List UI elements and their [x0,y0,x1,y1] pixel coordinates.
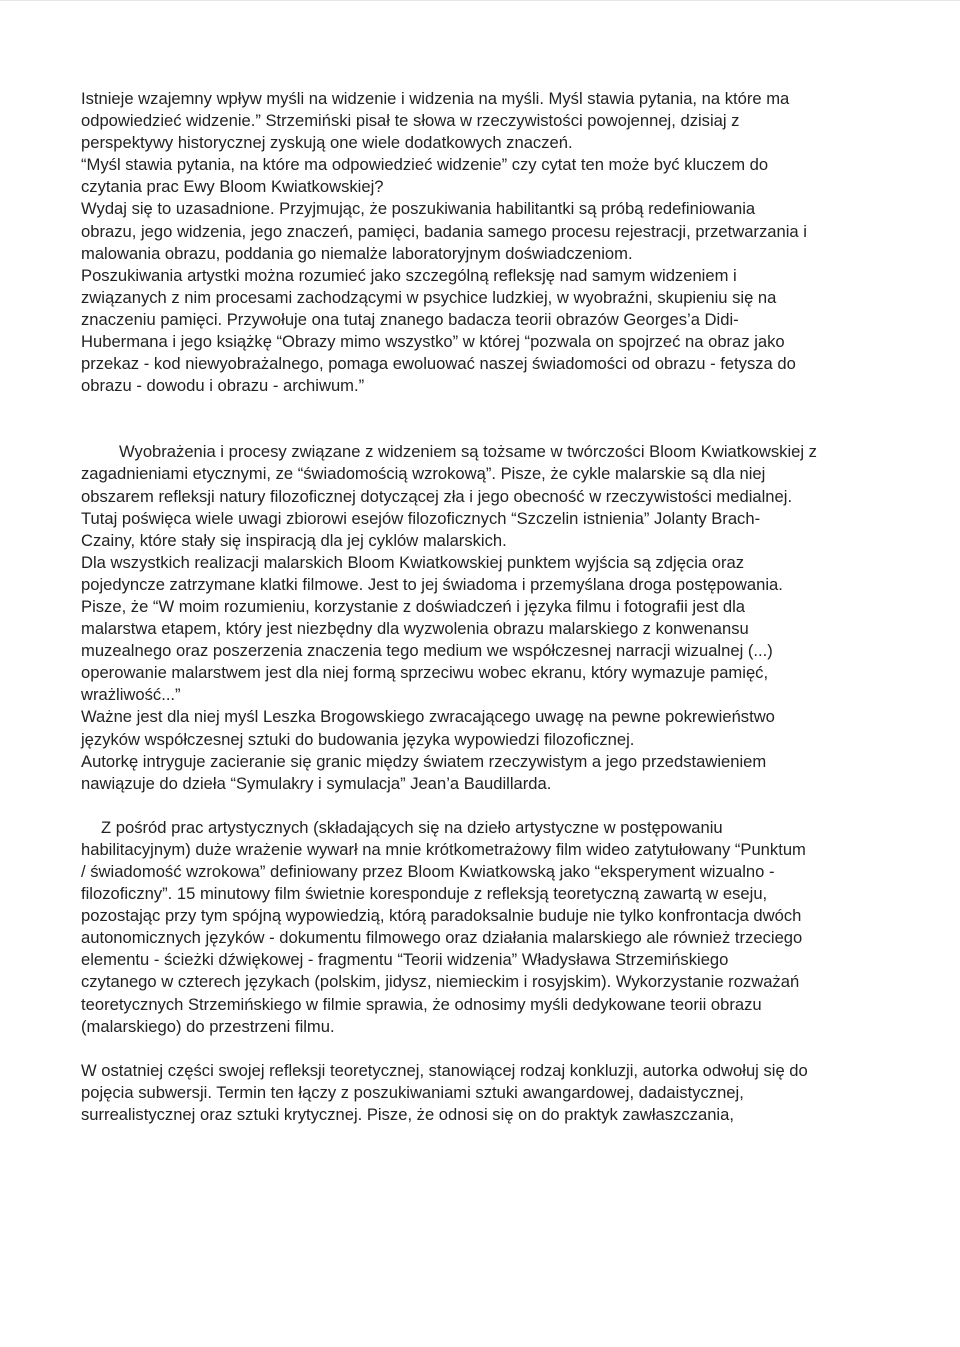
document-body [81,88,851,1126]
text-line: (malarskiego) do przestrzeni filmu. [81,1016,335,1036]
text-line: malowania obrazu, poddania go niemalże laboratoryjnym doświadczeniom. [81,243,633,263]
text-line: Dla wszystkich realizacji malarskich Bloom Kwiatkowskiej punktem wyjścia są zdjęcia oraz [81,552,745,572]
text-line: związanych z nim procesami zachodzącymi w psychice ludzkiej, w wyobraźni, skupieniu się na [81,287,777,307]
text-line: filozoficzny”. 15 minutowy film świetnie koresponduje z refleksją teoretyczną zawartą w eseju, [81,884,768,904]
text-line: Pisze, że “W moim rozumieniu, korzystanie z doświadczeń i języka filmu i fotografii jest dla [81,596,745,616]
paragraph-gap [81,795,851,817]
text-line: obrazu - dowodu i obrazu - archiwum.” [81,376,365,396]
text-line: czytania prac Ewy Bloom Kwiatkowskiej? [81,177,384,197]
text-line: autonomicznych języków - dokumentu filmowego oraz działania malarskiego ale również trzeciego [81,928,803,948]
text-line: habilitacyjnym) duże wrażenie wywarł na mnie krótkometrażowy film wideo zatytułowany “Punktum [81,839,806,859]
paragraph-1 [81,88,851,397]
text-line: nawiązuje do dzieła “Symulakry i symulacja” Jean’a Baudillarda. [81,773,552,793]
text-line: Czainy, które stały się inspiracją dla jej cyklów malarskich. [81,530,507,550]
text-line: “Myśl stawia pytania, na które ma odpowiedzieć widzenie” czy cytat ten może być kluczem do [81,155,769,175]
text-line: operowanie malarstwem jest dla niej formą sprzeciwu wobec ekranu, który wymazuje pamięć, [81,663,769,683]
text-line: / świadomość wzrokowa” definiowany przez Bloom Kwiatkowską jako “eksperyment wizualno - [81,862,775,881]
text-line: pojedyncze zatrzymane klatki filmowe. Jest to jej świadoma i przemyślana droga postępowania. [81,574,783,594]
text-line: pojęcia subwersji. Termin ten łączy z poszukiwaniami sztuki awangardowej, dadaistycznej, [81,1082,744,1102]
text-line: odpowiedzieć widzenie.” Strzemiński pisał te słowa w rzeczywistości powojennej, dzisiaj z [81,111,740,131]
text-line: wrażliwość...” [81,685,181,705]
text-line: obszarem refleksji natury filozoficznej dotyczącej zła i jego obecność w rzeczywistości medialnej. [81,486,793,506]
text-line: muzealnego oraz poszerzenia znaczenia tego medium we współczesnej narracji wizualnej (...) [81,641,773,661]
text-line: Istnieje wzajemny wpływ myśli na widzenie i widzenia na myśli. Myśl stawia pytania, na które ma [81,89,790,108]
text-line: obrazu, jego widzenia, jego znaczeń, pamięci, badania samego procesu rejestracji, przetwarzania i [81,221,807,241]
scan-edge-line [0,0,960,1]
text-line: Poszukiwania artystki można rozumieć jako szczególną refleksję nad samym widzeniem i [81,265,737,285]
paragraph-2 [81,441,851,795]
text-line: malarstwa etapem, który jest niezbędny dla wyzwolenia obrazu malarskiego z konwenansu [81,619,749,639]
text-line: perspektywy historycznej zyskują one wiele dodatkowych znaczeń. [81,133,573,153]
text-line: Wyobrażenia i procesy związane z widzeniem są tożsame w twórczości Bloom Kwiatkowskiej z [119,442,817,462]
text-line: czytanego w czterech językach (polskim, jidysz, niemieckim i rosyjskim). Wykorzystanie rozważań [81,972,800,992]
text-line: przekaz - kod niewyobrażalnego, pomaga ewoluować naszej świadomości od obrazu - fetysza do [81,354,796,374]
text-line: Tutaj poświęca wiele uwagi zbiorowi esejów filozoficznych “Szczelin istnienia” Jolanty Brach- [81,508,761,528]
paragraph-3 [81,817,851,1038]
text-line: pozostając przy tym spójną wypowiedzią, którą paradoksalnie buduje nie tylko konfrontacja dwóch [81,906,802,926]
paragraph-gap [81,1038,851,1060]
text-line: Hubermana i jego książkę “Obrazy mimo wszystko” w której “pozwala on spojrzeć na obraz jako [81,332,785,352]
paragraph-gap [81,397,851,419]
text-line: W ostatniej części swojej refleksji teoretycznej, stanowiącej rodzaj konkluzji, autorka odwołuj się do [81,1060,808,1080]
text-line: Autorkę intryguje zacieranie się granic między światem rzeczywistym a jego przedstawieniem [81,751,767,771]
text-line: języków współczesnej sztuki do budowania języka wypowiedzi filozoficznej. [81,729,635,749]
text-line: teoretycznych Strzemińskiego w filmie sprawia, że odnosimy myśli dedykowane teorii obrazu [81,994,762,1014]
paragraph-gap [81,419,851,441]
text-line: Z pośród prac artystycznych (składających się na dzieło artystyczne w postępowaniu [101,817,723,837]
text-line: zagadnieniami etycznymi, ze “świadomością wzrokową”. Pisze, że cykle malarskie są dla niej [81,464,766,484]
text-line: surrealistycznej oraz sztuki krytycznej. Pisze, że odnosi się on do praktyk zawłaszczania, [81,1104,734,1124]
text-line: Wydaj się to uzasadnione. Przyjmując, że poszukiwania habilitantki są próbą redefiniowania [81,199,756,219]
text-line: Ważne jest dla niej myśl Leszka Brogowskiego zwracającego uwagę na pewne pokrewieństwo [81,707,775,727]
text-line: elementu - ścieżki dźwiękowej - fragmentu “Teorii widzenia” Władysława Strzemińskiego [81,950,729,970]
text-line: znaczeniu pamięci. Przywołuje ona tutaj znanego badacza teorii obrazów Georges’a Didi- [81,309,739,329]
paragraph-4 [81,1060,851,1126]
